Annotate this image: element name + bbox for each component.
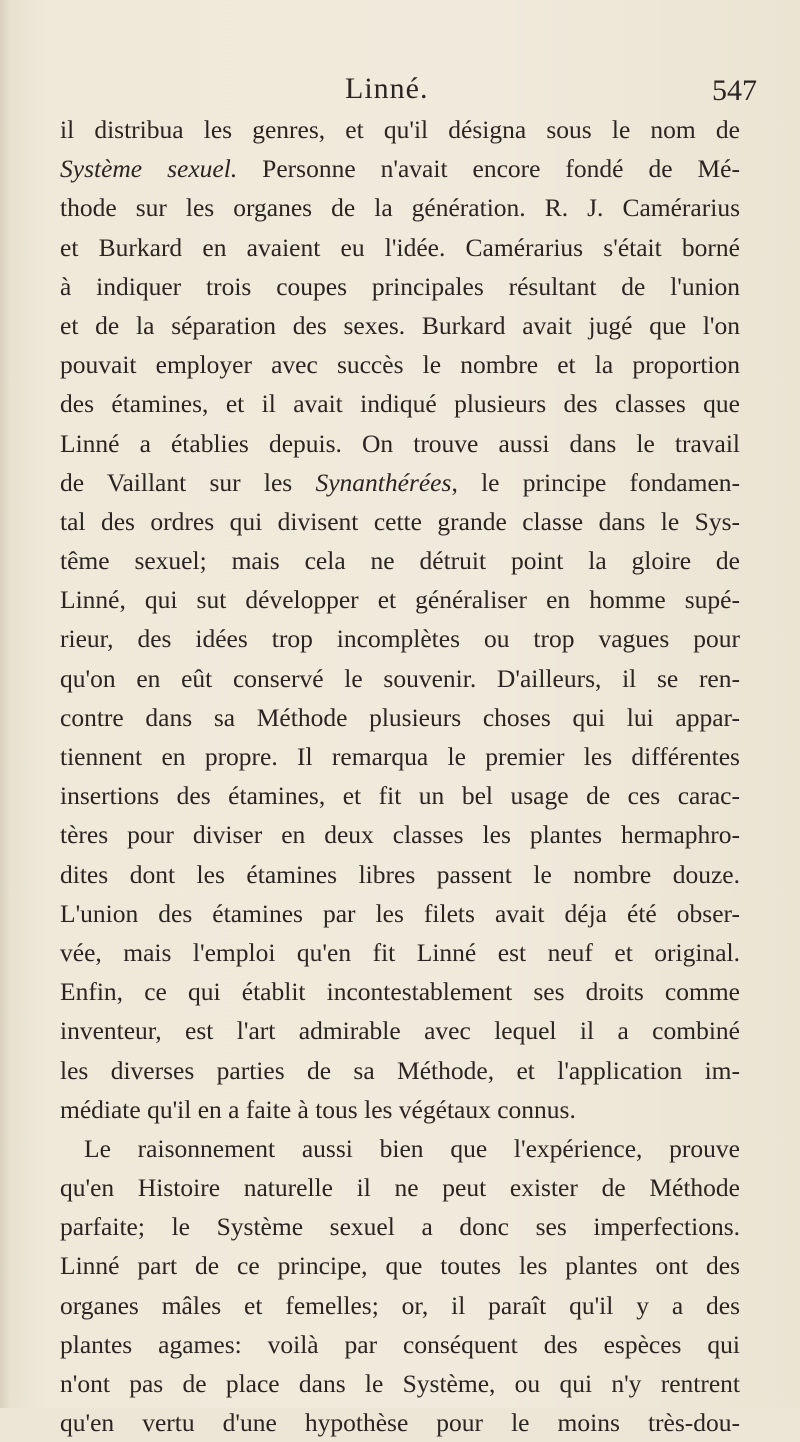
- running-title: Linné.: [345, 72, 429, 105]
- text-line: il distribua les genres, et qu'il désigna sous le nom de: [60, 115, 740, 144]
- text-line: médiate qu'il en a faite à tous les végétaux connus.: [60, 1094, 576, 1124]
- text-line: n'ont pas de place dans le Système, ou qui n'y rentrent: [60, 1369, 740, 1398]
- text-segment: de Vaillant sur les: [60, 467, 316, 497]
- text-line: insertions des étamines, et fit un bel usage de ces carac-: [60, 781, 740, 811]
- text-line: Le raisonnement aussi bien que l'expérience, prouve: [84, 1133, 740, 1163]
- text-line: [60, 149, 740, 188]
- text-line: plantes agames: voilà par conséquent des espèces qui: [60, 1329, 740, 1359]
- text-line: rieur, des idées trop incomplètes ou trop vagues pour: [60, 624, 740, 654]
- text-segment: , le principe fondamen-: [451, 467, 741, 497]
- text-line: vée, mais l'emploi qu'en fit Linné est neuf et original.: [60, 937, 740, 967]
- text-line: Enfin, ce qui établit incontestablement ses droits comme: [60, 977, 740, 1007]
- text-line: pouvait employer avec succès le nombre et la proportion: [60, 350, 740, 380]
- page-gutter-shadow: [0, 0, 10, 1408]
- text-line: qu'on en eût conservé le souvenir. D'ailleurs, il se ren-: [60, 663, 740, 693]
- text-segment: Personne n'avait encore fondé de Mé-: [237, 154, 740, 184]
- text-line: à indiquer trois coupes principales résultant de l'union: [60, 271, 740, 301]
- text-line: contre dans sa Méthode plusieurs choses qui lui appar-: [60, 702, 740, 732]
- text-line: tères pour diviser en deux classes les plantes hermaphro-: [60, 820, 740, 850]
- text-line: des étamines, et il avait indiqué plusieurs des classes que: [60, 389, 740, 419]
- text-line: Linné a établies depuis. On trouve aussi dans le travail: [60, 428, 740, 458]
- text-line: Linné, qui sut développer et généraliser en homme supé-: [60, 585, 740, 615]
- text-line: qu'en vertu d'une hypothèse pour le moins très-dou-: [60, 1408, 740, 1438]
- page-header: [0, 72, 800, 112]
- text-line: et de la séparation des sexes. Burkard avait jugé que l'on: [60, 310, 740, 340]
- text-line: parfaite; le Système sexuel a donc ses imperfections.: [60, 1212, 740, 1242]
- text-line: qu'en Histoire naturelle il ne peut exister de Méthode: [60, 1173, 740, 1203]
- text-line: tiennent en propre. Il remarqua le premier les différentes: [60, 742, 740, 771]
- text-line: Linné part de ce principe, que toutes les plantes ont des: [60, 1251, 740, 1281]
- text-line: dites dont les étamines libres passent le nombre douze.: [60, 859, 740, 889]
- text-line: inventeur, est l'art admirable avec lequel il a combiné: [60, 1016, 740, 1046]
- text-line: L'union des étamines par les filets avait déja été obser-: [60, 898, 740, 928]
- italic-term: Système sexuel.: [60, 154, 238, 184]
- text-line: et Burkard en avaient eu l'idée. Camérarius s'était borné: [60, 232, 740, 262]
- text-line: tême sexuel; mais cela ne détruit point la gloire de: [60, 546, 740, 576]
- italic-term: Synanthérées: [315, 467, 452, 497]
- text-line: tal des ordres qui divisent cette grande classe dans le Sys-: [60, 506, 740, 536]
- text-line: thode sur les organes de la génération. R. J. Camérarius: [60, 193, 740, 223]
- text-line: [60, 463, 740, 502]
- page-number: 547: [712, 74, 757, 107]
- text-line: les diverses parties de sa Méthode, et l'application im-: [60, 1055, 740, 1085]
- body-text: [60, 110, 740, 1442]
- text-line: organes mâles et femelles; or, il paraît qu'il y a des: [60, 1290, 740, 1320]
